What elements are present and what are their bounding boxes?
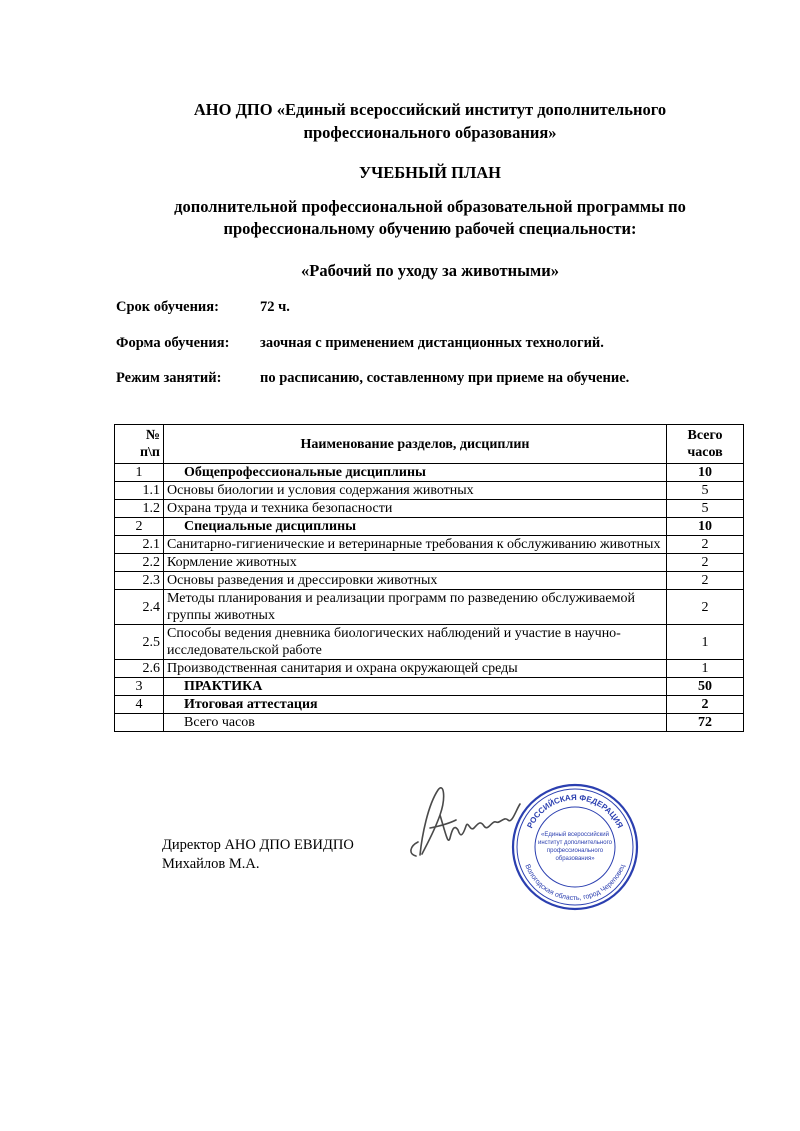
- director-title: Директор АНО ДПО ЕВИДПО: [162, 837, 354, 853]
- row-name: Производственная санитария и охрана окружающей среды: [164, 660, 667, 678]
- row-hours: 5: [667, 500, 744, 518]
- row-hours: 2: [667, 536, 744, 554]
- subtitle-line-1: дополнительной профессиональной образовательной программы по: [174, 197, 686, 216]
- row-num: 1.2: [115, 500, 164, 518]
- row-hours: 1: [667, 660, 744, 678]
- table-row: [115, 625, 744, 660]
- row-name: Кормление животных: [164, 554, 667, 572]
- row-num: 2.2: [115, 554, 164, 572]
- table-header-row: [115, 425, 744, 464]
- row-hours: 10: [667, 518, 744, 536]
- org-line-2: профессионального образования»: [303, 123, 557, 142]
- table-row: [115, 590, 744, 625]
- header-name: Наименование разделов, дисциплин: [164, 425, 667, 464]
- row-num: 2: [115, 518, 164, 536]
- row-hours: 2: [667, 696, 744, 714]
- duration-label: Срок обучения:: [116, 299, 219, 315]
- row-hours: 2: [667, 572, 744, 590]
- row-num: 3: [115, 678, 164, 696]
- program-name: «Рабочий по уходу за животными»: [301, 261, 559, 280]
- table-row: [115, 660, 744, 678]
- row-name: Методы планирования и реализации программ по разведению обслуживаемой группы животных: [164, 590, 667, 625]
- row-name: Способы ведения дневника биологических наблюдений и участие в научно-исследовательской работе: [164, 625, 667, 660]
- header-hours: [667, 425, 744, 464]
- document-title: УЧЕБНЫЙ ПЛАН: [358, 163, 501, 182]
- table-row: [115, 696, 744, 714]
- org-line-1: АНО ДПО «Единый всероссийский институт дополнительного: [193, 100, 667, 119]
- director-name: Михайлов М.А.: [162, 856, 260, 872]
- row-name: Всего часов: [164, 714, 667, 732]
- table-row: [115, 482, 744, 500]
- row-name: Специальные дисциплины: [164, 518, 667, 536]
- row-num: 1.1: [115, 482, 164, 500]
- row-hours: 2: [667, 554, 744, 572]
- table-row: [115, 500, 744, 518]
- duration-value: 72 ч.: [260, 299, 290, 315]
- row-name: Общепрофессиональные дисциплины: [164, 464, 667, 482]
- row-num: 4: [115, 696, 164, 714]
- row-name: Основы биологии и условия содержания животных: [164, 482, 667, 500]
- row-hours: 1: [667, 625, 744, 660]
- row-hours: 10: [667, 464, 744, 482]
- table-row: [115, 536, 744, 554]
- row-num: [115, 714, 164, 732]
- stamp-org-line-3: профессионального: [546, 848, 604, 854]
- director-signature-block: [162, 836, 354, 874]
- row-name: Основы разведения и дрессировки животных: [164, 572, 667, 590]
- header-hours-line-2: часов: [687, 445, 723, 460]
- row-num: 2.3: [115, 572, 164, 590]
- document-subtitle: [80, 196, 780, 240]
- subtitle-line-2: профессиональному обучению рабочей специальности:: [223, 219, 637, 238]
- official-stamp: [510, 782, 640, 912]
- row-name: Охрана труда и техника безопасности: [164, 500, 667, 518]
- row-num: 2.4: [115, 590, 164, 625]
- form-label: Форма обучения:: [116, 335, 230, 351]
- row-hours: 2: [667, 590, 744, 625]
- row-num: 2.5: [115, 625, 164, 660]
- schedule-value: по расписанию, составленному при приеме на обучение.: [260, 370, 630, 386]
- row-name: Итоговая аттестация: [164, 696, 667, 714]
- table-row: [115, 678, 744, 696]
- header-hours-line-1: Всего: [687, 428, 723, 443]
- schedule-label: Режим занятий:: [116, 370, 222, 386]
- table-row: [115, 464, 744, 482]
- table-row: [115, 518, 744, 536]
- row-name: ПРАКТИКА: [164, 678, 667, 696]
- svg-text:РОССИЙСКАЯ ФЕДЕРАЦИЯ: [525, 793, 624, 830]
- stamp-org-line-2: институт дополнительного: [538, 840, 612, 846]
- stamp-outer-text: РОССИЙСКАЯ ФЕДЕРАЦИЯ: [525, 792, 625, 830]
- row-num: 2.6: [115, 660, 164, 678]
- header-num-line-1: №: [145, 428, 160, 443]
- row-hours: 5: [667, 482, 744, 500]
- stamp-org-line-4: образования»: [555, 856, 595, 862]
- row-num: 1: [115, 464, 164, 482]
- header-num: [115, 425, 164, 464]
- stamp-org-line-1: «Единый всероссийский: [541, 832, 609, 838]
- form-value: заочная с применением дистанционных технологий.: [260, 335, 604, 351]
- stamp-city-text: Вологодская область, город Череповец: [523, 863, 627, 903]
- row-hours: 72: [667, 714, 744, 732]
- table-row: [115, 572, 744, 590]
- row-hours: 50: [667, 678, 744, 696]
- row-name: Санитарно-гигиенические и ветеринарные требования к обслуживанию животных: [164, 536, 667, 554]
- header-num-line-2: п\п: [139, 445, 160, 460]
- table-row: [115, 714, 744, 732]
- organization-name: [80, 98, 780, 144]
- curriculum-table: [114, 424, 744, 732]
- row-num: 2.1: [115, 536, 164, 554]
- table-row: [115, 554, 744, 572]
